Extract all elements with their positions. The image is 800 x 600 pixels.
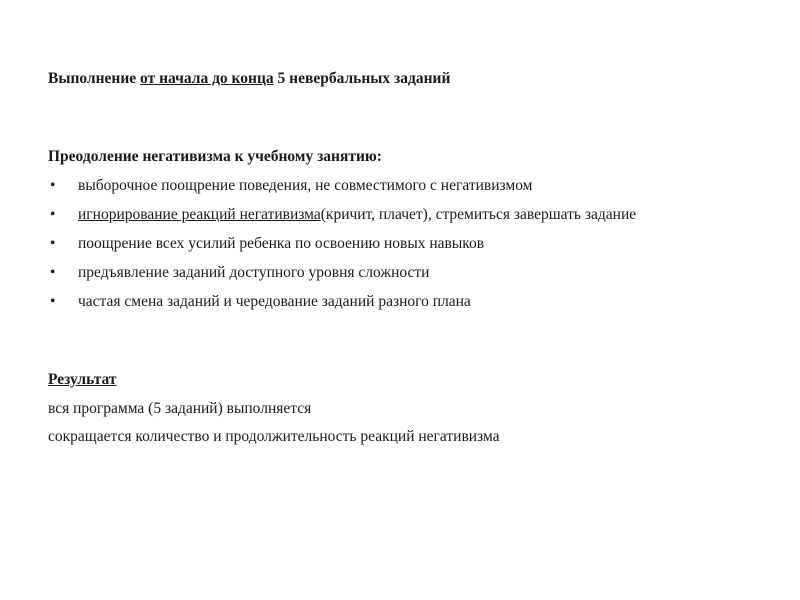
bullet-list — [48, 175, 748, 320]
list-item-text: частая смена заданий и чередование заданий разного плана — [78, 293, 471, 310]
list-item-text: (кричит, плачет), стремиться завершать задание — [320, 206, 637, 223]
list-item — [48, 175, 748, 197]
bullet-icon: • — [50, 177, 56, 194]
list-item-text: поощрение всех усилий ребенка по освоению новых навыков — [78, 235, 485, 252]
bullet-icon: • — [50, 293, 56, 310]
bullet-icon: • — [50, 206, 56, 223]
list-item-text: выборочное поощрение поведения, не совместимого с негативизмом — [78, 177, 533, 194]
bullet-icon: • — [50, 235, 56, 252]
heading-execution — [48, 70, 450, 88]
list-item-text: предъявление заданий доступного уровня сложности — [78, 264, 430, 281]
list-item — [48, 291, 748, 313]
list-item — [48, 262, 748, 284]
result-line: вся программа (5 заданий) выполняется — [48, 400, 312, 417]
result-title: Результат — [48, 371, 117, 388]
list-item-underlined: игнорирование реакций негативизма — [78, 206, 321, 223]
result-line: сокращается количество и продолжительность реакций негативизма — [48, 428, 500, 445]
list-item — [48, 204, 748, 226]
bullet-icon: • — [50, 264, 56, 281]
list-item — [48, 233, 748, 255]
heading-execution-suffix: 5 невербальных заданий — [273, 70, 451, 87]
heading-negativism: Преодоление негативизма к учебному занятию: — [48, 148, 382, 165]
heading-execution-underlined: от начала до конца — [140, 70, 274, 87]
heading-execution-prefix: Выполнение — [48, 70, 141, 87]
